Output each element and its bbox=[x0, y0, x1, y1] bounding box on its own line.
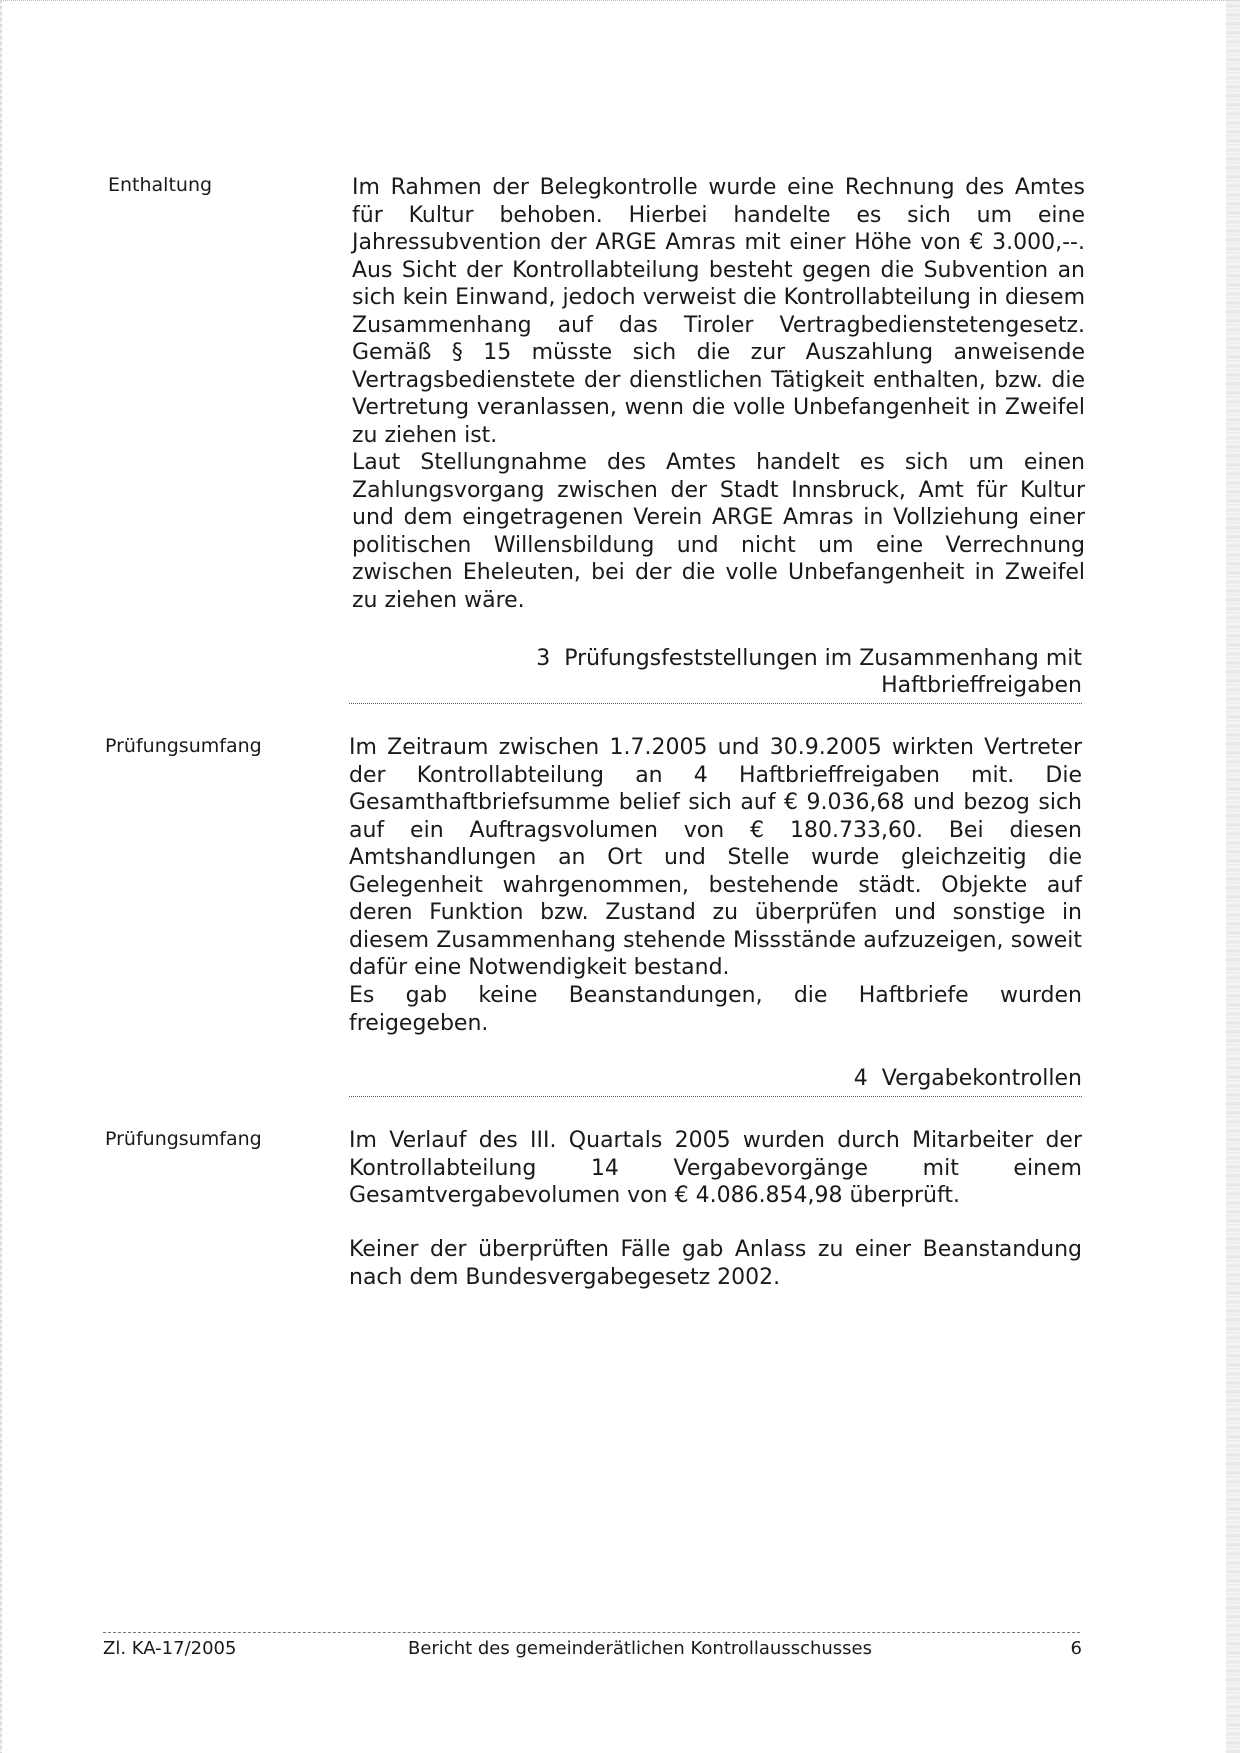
side-label-pruefungsumfang: Prüfungsumfang bbox=[105, 1128, 262, 1150]
paragraph: Im Zeitraum zwischen 1.7.2005 und 30.9.2005 wirkten Vertreter der Kontrollabteilung an 4 Haftbrieffreigaben mit. Die Gesamthaftbriefsumme belief sich auf € 9.036,68 und bezog sich auf ein Auftragsvolumen von € 180.733,60. Bei diesen Amtshandlungen an Ort und Stelle wurde gleichzeitig die Gelegenheit wahrgenommen, bestehende städt. Objekte auf deren Funktion bzw. Zustand zu überprüfen und sonstige in diesem Zusammenhang stehende Missstände aufzuzeigen, soweit dafür eine Notwendigkeit bestand. bbox=[349, 735, 1082, 980]
page-number: 6 bbox=[1070, 1638, 1082, 1659]
section-heading-3 bbox=[349, 645, 1082, 704]
scan-edge-left bbox=[0, 0, 2, 1753]
heading-number: 4 bbox=[853, 1066, 868, 1091]
heading-title: Prüfungsfeststellungen im Zusammenhang mit bbox=[564, 646, 1082, 671]
heading-title: Vergabekontrollen bbox=[881, 1066, 1082, 1091]
footer-rule bbox=[103, 1632, 1080, 1633]
scan-edge-right bbox=[1226, 0, 1240, 1753]
scan-edge-top bbox=[0, 0, 1240, 2]
paragraph: Im Rahmen der Belegkontrolle wurde eine Rechnung des Amtes für Kultur behoben. Hierbei handelte es sich um eine Jahressubvention der ARGE Amras mit einer Höhe von € 3.000,--. Aus Sicht der Kontrollabteilung besteht gegen die Subvention an sich kein Einwand, jedoch verweist die Kontrollabteilung in diesem Zusammenhang auf das Tiroler Vertragbedienstetengesetz. Gemäß § 15 müsste sich die zur Auszahlung anweisende Vertragsbedienstete der dienstlichen Tätigkeit enthalten, bzw. die Vertretung veranlassen, wenn die volle Unbefangenheit in Zweifel zu ziehen ist. bbox=[352, 175, 1085, 448]
paragraph: Es gab keine Beanstandungen, die Haftbriefe wurden freigegeben. bbox=[349, 983, 1082, 1036]
paragraph: Laut Stellungnahme des Amtes handelt es sich um einen Zahlungsvorgang zwischen der Stadt Innsbruck, Amt für Kultur und dem eingetragenen Verein ARGE Amras in Vollziehung einer politischen Willensbildung und nicht um eine Verrechnung zwischen Eheleuten, bei der die volle Unbefangenheit in Zweifel zu ziehen wäre. bbox=[352, 450, 1085, 613]
section-heading-4 bbox=[349, 1065, 1082, 1097]
heading-number: 3 bbox=[536, 646, 551, 671]
paragraph: Keiner der überprüften Fälle gab Anlass zu einer Beanstandung nach dem Bundesvergabegesetz 2002. bbox=[349, 1237, 1082, 1290]
side-label-pruefungsumfang: Prüfungsumfang bbox=[105, 735, 262, 757]
side-label-enthaltung: Enthaltung bbox=[108, 174, 213, 196]
footer-title: Bericht des gemeinderätlichen Kontrollausschusses bbox=[407, 1638, 873, 1659]
heading-title-continued: Haftbrieffreigaben bbox=[881, 673, 1082, 698]
footer-reference: Zl. KA-17/2005 bbox=[103, 1638, 237, 1659]
paragraph: Im Verlauf des III. Quartals 2005 wurden durch Mitarbeiter der Kontrollabteilung 14 Vergabevorgänge mit einem Gesamtvergabevolumen von € 4.086.854,98 überprüft. bbox=[349, 1128, 1082, 1208]
